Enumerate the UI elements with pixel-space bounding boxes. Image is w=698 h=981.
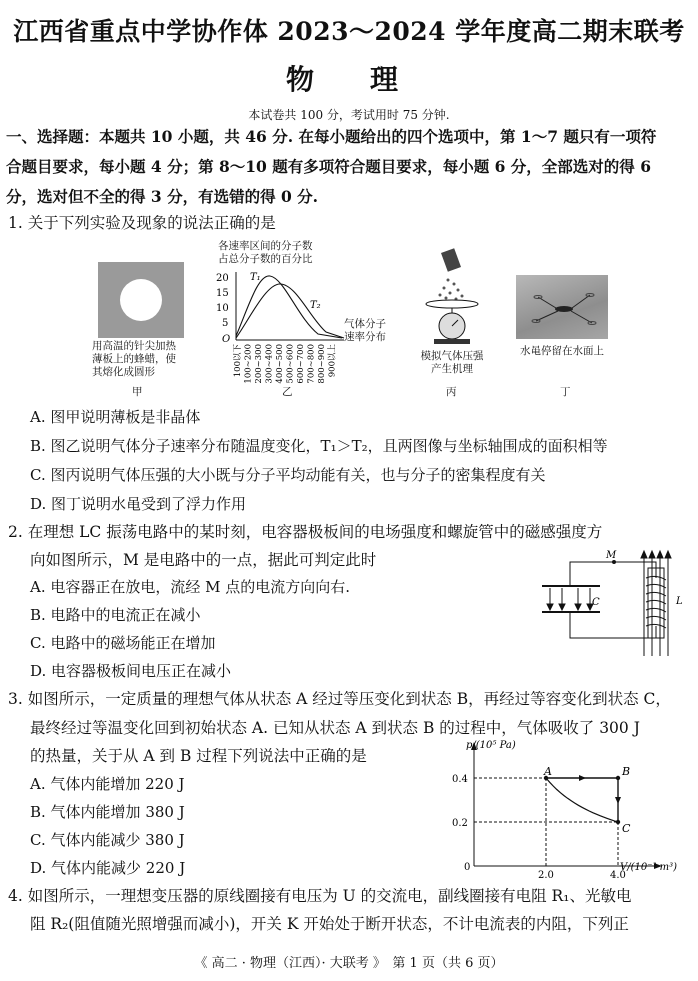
- exam-info: 本试卷共 100 分，考试用时 75 分钟.: [248, 108, 450, 122]
- fig-bing-scale: [418, 246, 488, 346]
- q3-pv-label-A: A: [544, 765, 552, 778]
- q3-pv-label-C: C: [622, 822, 631, 835]
- section-line-1: 一、选择题：本题共 10 小题，共 46 分. 在每小题给出的四个选项中，第 1～7 题只有一项符: [6, 127, 657, 146]
- fig-jia-caption-2: 薄板上的蜂蜡，使: [92, 353, 176, 365]
- fig-bing-label: 丙: [446, 386, 457, 398]
- fig-yi-title: [218, 240, 313, 266]
- fig-yi-xtick: 500~600: [285, 344, 296, 384]
- fig-ding-strider-icon: [516, 275, 608, 339]
- fig-yi-caption: [344, 318, 386, 344]
- q2-field-arrows: [547, 588, 593, 610]
- q3-pv-arrow-AB: [579, 775, 586, 781]
- exam-title: 江西省重点中学协作体 2023～2024 学年度高二期末联考: [13, 17, 685, 46]
- fig-yi-xtick: 600~700: [296, 344, 306, 384]
- fig-yi-label: 乙: [282, 386, 293, 398]
- q2-stem-2: 向如图所示，M 是电路中的一点，据此可判定此时: [30, 551, 377, 569]
- q3-pv-ytick: 0.4: [452, 774, 468, 785]
- q3-option-b: B. 气体内能增加 380 J: [30, 803, 185, 821]
- q3-pv-arrow-BC: [615, 797, 621, 804]
- fig-yi-origin: O: [222, 334, 231, 345]
- subject-title: 物 理: [285, 63, 412, 96]
- fig-yi-xtick: 100以下: [233, 344, 243, 378]
- fig-yi-T1-label: T₁: [250, 272, 261, 283]
- fig-bing-caption-1: 模拟气体压强: [420, 350, 484, 362]
- fig-bing-cup: [441, 248, 461, 272]
- q3-pv-label-B: B: [622, 765, 631, 778]
- page-footer: 《 高二 · 物理（江西）· 大联考 》 第 1 页（共 6 页）: [194, 956, 504, 971]
- q2-stem-1: 2. 在理想 LC 振荡电路中的某时刻，电容器极板间的电场强度和螺旋管中的磁感强度方: [8, 523, 603, 541]
- fig-yi-T2-label: T₂: [310, 300, 321, 311]
- fig-bing-beans: [439, 279, 464, 301]
- q3-pv-process: [546, 775, 621, 822]
- fig-ding-caption: 水黾停留在水面上: [520, 345, 604, 357]
- fig-yi-title-1: 各速率区间的分子数: [218, 240, 313, 252]
- fig-yi-caption-1: 气体分子: [344, 318, 386, 330]
- q3-pv-xtick: 2.0: [538, 870, 554, 881]
- fig-yi-xtick: 700~800: [306, 344, 317, 384]
- q4-stem-1: 4. 如图所示，一理想变压器的原线圈接有电压为 U 的交流电，副线圈接有电阻 R₁、光敏电: [8, 887, 632, 905]
- q1-option-b: B. 图乙说明气体分子速率分布随温度变化，T₁＞T₂，且两图像与坐标轴围成的面积相等: [30, 437, 608, 455]
- section-line-3: 分，选对但不全的得 3 分，有选错的得 0 分.: [6, 187, 319, 206]
- q3-pv-chart: [440, 736, 690, 882]
- fig-yi-caption-2: 速率分布: [344, 331, 386, 343]
- q2-option-d: D. 电容器极板间电压正在减小: [30, 662, 232, 680]
- fig-jia-plate: [98, 262, 184, 338]
- q3-pv-ticks: [452, 774, 626, 881]
- fig-jia-caption: [92, 340, 192, 379]
- q3-pv-path-CA: [546, 778, 618, 822]
- fig-yi-xtick: 300~400: [264, 344, 275, 384]
- fig-yi-curve-T1: [236, 276, 342, 338]
- q3-pv-ytick: 0.2: [452, 818, 468, 829]
- q2-option-c: C. 电路中的磁场能正在增加: [30, 634, 216, 652]
- fig-jia-label: 甲: [132, 386, 143, 398]
- q2-lc-circuit: [534, 548, 694, 660]
- fig-ding-label: 丁: [560, 386, 571, 398]
- fig-yi-title-2: 占总分子数的百分比: [218, 253, 313, 265]
- fig-yi-xtick: 100~200: [243, 344, 254, 384]
- fig-yi-ytick-10: 10: [216, 303, 229, 314]
- q2-label-M: M: [606, 550, 617, 561]
- q3-pv-xtick: 4.0: [610, 870, 626, 881]
- q4-stem-2: 阻 R₂(阻值随光照增强而减小)，开关 K 开始处于断开状态，不计电流表的内阻，下列正: [30, 915, 629, 933]
- fig-bing-pan: [426, 300, 478, 308]
- fig-bing-caption: [414, 350, 490, 376]
- q2-label-C: C: [592, 597, 600, 608]
- q1-stem: 1. 关于下列实验及现象的说法正确的是: [8, 214, 276, 232]
- fig-yi-xtick: 900以上: [327, 344, 338, 378]
- q2-label-L: L: [676, 596, 683, 607]
- q3-option-a: A. 气体内能增加 220 J: [30, 775, 185, 793]
- fig-yi-ytick-15: 15: [216, 288, 229, 299]
- q3-stem-3: 的热量，关于从 A 到 B 过程下列说法中正确的是: [30, 747, 367, 765]
- q1-option-d: D. 图丁说明水黾受到了浮力作用: [30, 495, 247, 513]
- fig-yi-xtick: 400~500: [275, 344, 285, 384]
- q3-pv-point-B: [616, 776, 620, 780]
- q2-wire-bottom: [570, 626, 656, 638]
- fig-yi-xtick: 200~300: [254, 344, 264, 384]
- fig-jia-melted-circle: [120, 279, 162, 321]
- fig-yi-ytick-5: 5: [222, 318, 229, 329]
- q3-pv-xlabel: V/(10⁻³ m³): [620, 862, 678, 873]
- q3-option-c: C. 气体内能减少 380 J: [30, 831, 185, 849]
- q2-wire-top: [570, 562, 656, 578]
- fig-yi-curve-T2: [236, 284, 344, 338]
- fig-jia-caption-3: 其熔化成圆形: [92, 366, 155, 378]
- q3-option-d: D. 气体内能减少 220 J: [30, 859, 186, 877]
- q1-option-a: A. 图甲说明薄板是非晶体: [30, 408, 201, 426]
- q3-pv-origin: 0: [464, 862, 471, 873]
- q3-stem-2: 最终经过等温变化回到初始状态 A. 已知从状态 A 到状态 B 的过程中，气体吸收了 300 J: [30, 719, 640, 737]
- section-instructions: [6, 122, 692, 212]
- fig-yi-xticks: [233, 344, 338, 384]
- q3-pv-guides: [474, 778, 618, 866]
- q2-solenoid-coil: [646, 576, 666, 628]
- fig-bing-caption-2: 产生机理: [431, 363, 473, 375]
- q1-option-c: C. 图丙说明气体压强的大小既与分子平均动能有关，也与分子的密集程度有关: [30, 466, 546, 484]
- q3-stem-1: 3. 如图所示，一定质量的理想气体从状态 A 经过等压变化到状态 B，再经过等容变化到状态 C，: [8, 690, 671, 708]
- fig-bing-base: [434, 339, 470, 344]
- q3-pv-point-C: [616, 820, 620, 824]
- q2-option-b: B. 电路中的电流正在减小: [30, 606, 201, 624]
- fig-yi-ytick-20: 20: [216, 273, 229, 284]
- q2-option-a: A. 电容器正在放电，流经 M 点的电流方向向右.: [30, 578, 351, 596]
- fig-yi-xtick: 800~900: [317, 344, 327, 384]
- fig-ding-photo: [516, 275, 608, 339]
- section-line-2: 合题目要求，每小题 4 分；第 8～10 题有多项符合题目要求，每小题 6 分，全部选对的得 6: [6, 157, 651, 176]
- q3-pv-ylabel: p/(10⁵ Pa): [466, 740, 516, 751]
- fig-jia-caption-1: 用高温的针尖加热: [92, 340, 176, 352]
